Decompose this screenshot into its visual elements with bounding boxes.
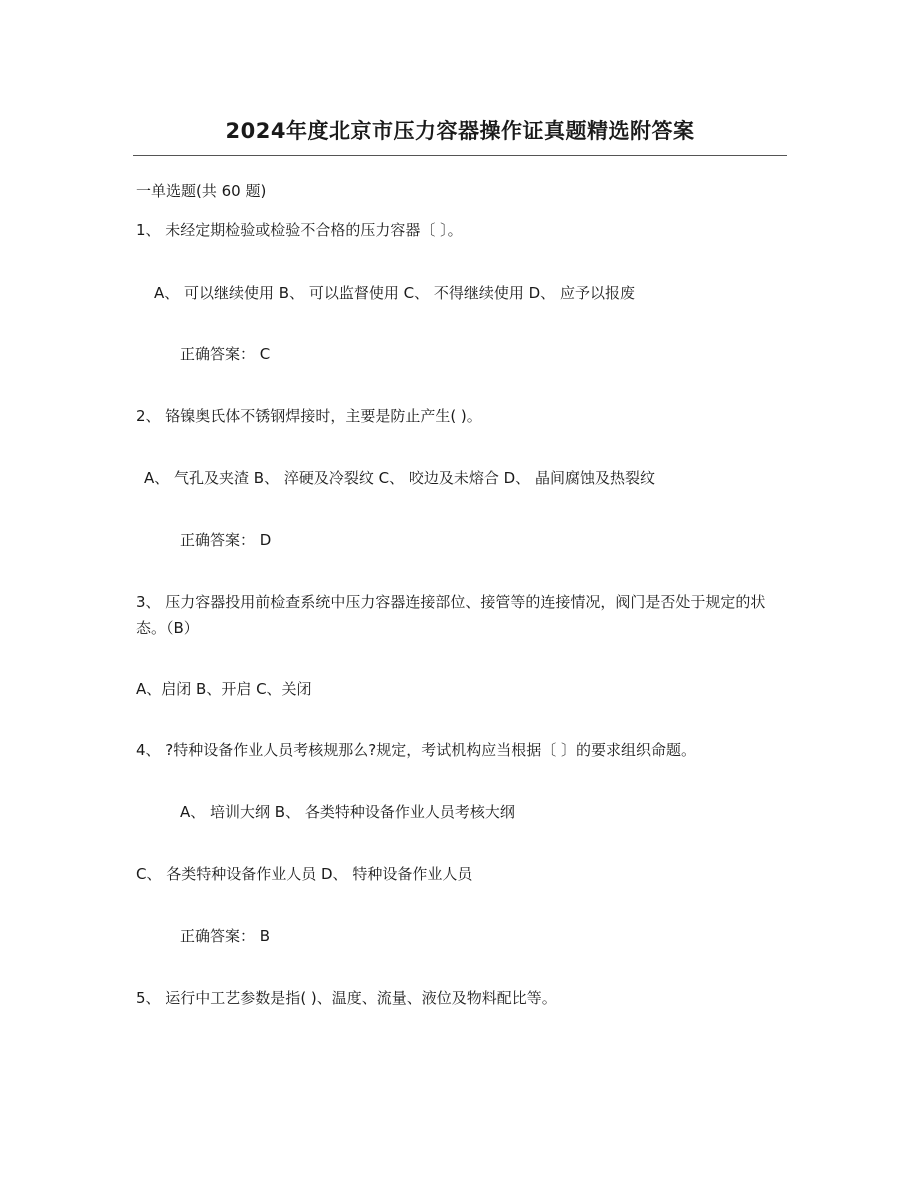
question-3-options: A、启闭 B、开启 C、关闭 [136, 680, 312, 698]
question-1-answer [180, 343, 270, 365]
question-2-answer [180, 529, 271, 551]
question-3-stem: 3、 压力容器投用前检查系统中压力容器连接部位、接管等的连接情况，阀门是否处于规定的状态。（B） [136, 593, 766, 637]
question-1-stem: 1、 未经定期检验或检验不合格的压力容器〔 〕。 [136, 221, 463, 239]
question-2-stem: 2、 铬镍奥氏体不锈钢焊接时，主要是防止产生( )。 [136, 407, 482, 425]
section-heading: 一单选题(共 60 题) [136, 182, 267, 200]
answer-value: B [259, 927, 271, 945]
answer-label: 正确答案： [180, 345, 256, 363]
question-5-stem: 5、 运行中工艺参数是指( )、温度、流量、液位及物料配比等。 [136, 989, 557, 1007]
question-1-options: A、 可以继续使用 B、 可以监督使用 C、 不得继续使用 D、 应予以报废 [154, 284, 635, 302]
title-divider [133, 155, 787, 156]
answer-value: C [259, 345, 271, 363]
page-title: 2024年度北京市压力容器操作证真题精选附答案 [225, 119, 695, 143]
answer-label: 正确答案： [180, 531, 256, 549]
question-2-options: A、 气孔及夹渣 B、 淬硬及冷裂纹 C、 咬边及未熔合 D、 晶间腐蚀及热裂纹 [144, 469, 655, 487]
question-4-options-line-1: A、 培训大纲 B、 各类特种设备作业人员考核大纲 [180, 803, 515, 821]
answer-label: 正确答案： [180, 927, 256, 945]
question-4-answer [180, 925, 270, 947]
question-4-options-line-2: C、 各类特种设备作业人员 D、 特种设备作业人员 [136, 865, 473, 883]
question-4-stem: 4、 ?特种设备作业人员考核规那么?规定，考试机构应当根据〔 〕的要求组织命题。 [136, 741, 697, 759]
answer-value: D [259, 531, 272, 549]
